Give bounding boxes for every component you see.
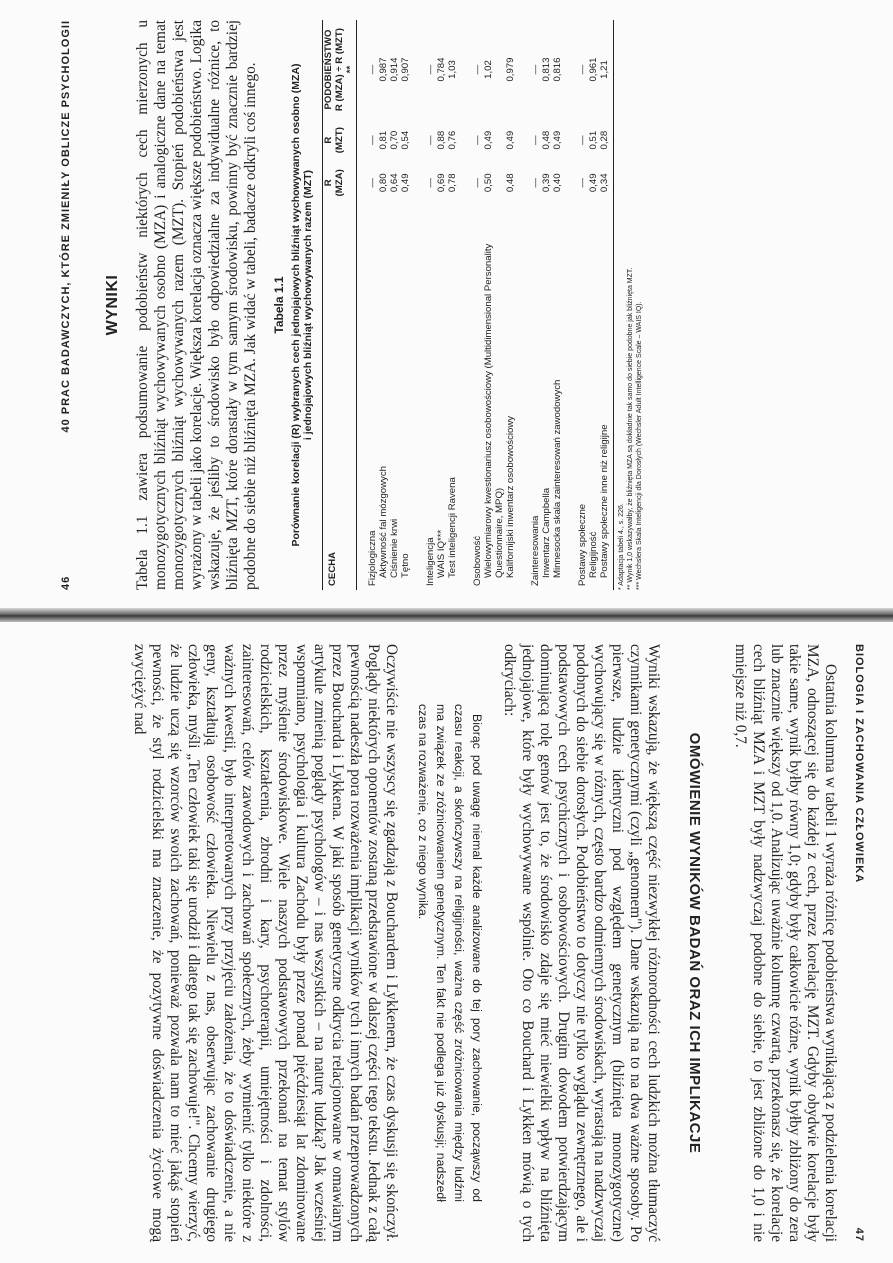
page-number-46: 46 xyxy=(60,575,72,590)
r-mza-cell: 0,40 xyxy=(552,173,563,193)
r-mzt-cell: 0,51 xyxy=(588,130,599,150)
dash-cell: — xyxy=(472,135,483,145)
similarity-cell: 0,961 xyxy=(588,57,599,82)
r-mzt-cell: 0,70 xyxy=(389,130,400,150)
table-row xyxy=(389,20,400,590)
group-label: Inteligencja xyxy=(425,537,436,586)
header-podobienstwo: PODOBIEŃSTWO R (MZA) ÷ R (MZT) ** xyxy=(323,28,356,112)
trait-cell: Wielowymiarowy kwestionariusz osobowościowy (Multidimensional Personality Questionnaire, MPQ) xyxy=(483,243,505,578)
results-paragraph: Tabela 1.1 zawiera podsumowanie podobieństw niektórych cech mierzonych u monozygotycznych bliźniąt wychowywanych osobno (MZA) i analogiczne dane na temat monozygotycznych bliźniąt wychowywanych razem (MZT). Stopień podobieństwa jest wyrażony w tabeli jako korelacje. Większa korelacja oznacza większe podobieństwo. Logika wskazuje, że jeśliby to środowisko było odpowiedzialne za indywidualne różnice, to bliźnięta MZT, które dorastały w tym samym środowisku, powinny być znacznie bardziej podobne do siebie niż bliźnięta MZA. Jak widać w tabeli, badacze odkryli coś innego. xyxy=(134,20,259,590)
table-row xyxy=(588,20,599,590)
r-mza-cell: 0,39 xyxy=(541,173,552,193)
dash-cell: — xyxy=(367,135,378,145)
similarity-cell: 0,979 xyxy=(505,57,516,82)
table-group-row xyxy=(357,20,379,590)
similarity-cell: 0,816 xyxy=(552,57,563,82)
table-row xyxy=(436,20,447,590)
r-mza-cell: 0,50 xyxy=(483,173,494,193)
r-mzt-cell: 0,28 xyxy=(599,130,610,150)
r-mza-cell: 0,78 xyxy=(447,173,458,193)
r-mza-cell: 0,48 xyxy=(505,173,516,193)
table-group-row xyxy=(458,20,483,590)
correlation-table xyxy=(322,20,610,590)
table-row xyxy=(541,20,552,590)
table-title xyxy=(290,20,314,590)
page-46-header xyxy=(60,20,78,590)
page-47-header xyxy=(847,644,865,1242)
table-group-row xyxy=(563,20,588,590)
trait-cell: Aktywność fal mózgowych xyxy=(378,466,389,578)
r-mzt-cell: 0,49 xyxy=(483,130,494,150)
header-cecha: CECHA xyxy=(327,551,338,586)
trait-cell: Tętno xyxy=(400,553,411,578)
table-title-line1: Porównanie korelacji (R) wybranych cech jednojajowych bliźniąt wychowywanych osobno (MZA) xyxy=(290,63,302,547)
table-group-row xyxy=(516,20,541,590)
table-row xyxy=(400,20,411,590)
table-header-row xyxy=(323,20,357,590)
discussion-paragraph-1: Wyniki wskazują, że większą część niezwykłej różnorodności cech ludzkich można tłumaczyć czynnikami genetycznymi (czyli „genomem"). Dane wskazują na to na dwa ważne sposoby. Po pierwsze, ludzie identyczni pod względem genetycznym (bliźnięta monozygotyczne) wychowujący się w różnych, często bardzo odmiennych środowiskach, wyrastają na nadzwyczaj podobnych do siebie dorosłych. Podobieństwo to dotyczy nie tylko wyglądu zewnętrznego, ale i podstawowych cech psychicznych i osobowościowych. Drugim dowodem potwierdzającym dominującą rolę genów jest to, że środowisko zdaje się mieć niewielki wpływ na bliźnięta jednojajowe, które były wychowywane wspólnie. Oto co Bouchard i Lykken mówią o tych odkryciach: xyxy=(501,644,662,1242)
page-number-47: 47 xyxy=(853,1227,865,1242)
header-r-mzt: R (MZT) xyxy=(323,127,345,154)
dash-cell: — xyxy=(472,178,483,188)
similarity-cell: 1,21 xyxy=(599,60,610,79)
r-mza-cell: 0,49 xyxy=(400,173,411,193)
page-46-region xyxy=(0,0,893,608)
dash-cell: — xyxy=(425,178,436,188)
dash-cell: — xyxy=(425,64,436,75)
table-row xyxy=(447,20,458,590)
group-label: Zainteresowania xyxy=(530,515,541,586)
similarity-cell: 1,02 xyxy=(483,60,494,79)
r-mza-cell: 0,49 xyxy=(588,173,599,193)
footnote: * Adaptacja tabeli 4., s. 226. xyxy=(618,503,625,590)
trait-cell: Minnesocka skala zainteresowań zawodowych xyxy=(552,379,563,578)
similarity-cell: 0,907 xyxy=(400,57,411,82)
dash-cell: — xyxy=(530,135,541,145)
table-row xyxy=(483,20,505,590)
dash-cell: — xyxy=(367,64,378,75)
table-row xyxy=(552,20,563,590)
dash-cell: — xyxy=(530,64,541,75)
group-label: Postawy społeczne xyxy=(577,503,588,586)
trait-cell: Postawy społeczne inne niż religijne xyxy=(599,424,610,578)
dash-cell: — xyxy=(530,178,541,188)
r-mzt-cell: 0,49 xyxy=(505,130,516,150)
r-mzt-cell: 0,76 xyxy=(447,130,458,150)
section-title-wyniki: WYNIKI xyxy=(104,274,121,336)
table-row xyxy=(599,20,610,590)
table-title-line2: i jednojajowych bliźniąt wychowywanych razem (MZT) xyxy=(302,169,314,441)
running-head-right: BIOLOGIA I ZACHOWANIA CZŁOWIEKA xyxy=(853,644,865,884)
similarity-cell: 0,914 xyxy=(389,57,400,82)
table-footnotes xyxy=(613,20,644,590)
r-mzt-cell: 0,49 xyxy=(552,130,563,150)
table-row xyxy=(505,20,516,590)
dash-cell: — xyxy=(367,178,378,188)
trait-cell: Inwentarz Campbella xyxy=(541,487,552,578)
r-mzt-cell: 0,81 xyxy=(378,130,389,150)
r-mzt-cell: 0,48 xyxy=(541,130,552,150)
page-46 xyxy=(0,0,893,608)
table-group-row xyxy=(411,20,436,590)
trait-cell: Kalifornijski inwentarz osobowościowy xyxy=(505,415,516,578)
footnote: ** Wynik 1,0 wskazywałby, że bliźnięta MZA są dokładnie tak samo do siebie podobne jak bliźnięta MZT. xyxy=(627,267,634,590)
block-quote: Biorąc pod uwagę niemal każde analizowane do tej pory zachowanie, począwszy od czasu reakcji, a skończywszy na religijności, ważna część zróżnicowania między ludźmi ma związek ze zróżnicowaniem genetycznym. Ten fakt nie podlega już dyskusji; nadszedł czas na rozważenie, co z niego wynika. xyxy=(416,704,484,1202)
trait-cell: Ciśnienie krwi xyxy=(389,518,400,578)
section-title-omowienie: OMÓWIENIE WYNIKÓW BADAŃ ORAZ ICH IMPLIKACJE xyxy=(686,732,703,1154)
group-label: Fizjologiczna xyxy=(367,530,378,586)
similarity-cell: 0,784 xyxy=(436,57,447,82)
intro-paragraph: Ostatnia kolumna w tabeli 1 wyraża różnicę podobieństwa wynikającą z podzielenia korelacji MZA, odnoszącej się do każdej z cech, przez korelację MZT. Gdyby obydwie korelacje były takie same, wynik byłby równy 1,0; gdyby były całkowicie różne, wynik byłby zbliżony do zera lub znacznie większy od 1,0. Analizując uważnie kolumnę czwartą, przekonasz się, że korelacje cech bliźniąt MZA i MZT były nadzwyczaj podobne do siebie, to jest zbliżone do 1,0 i nie mniejsze niż 0,7. xyxy=(732,644,839,1242)
discussion-paragraph-2: Oczywiście nie wszyscy się zgadzają z Bouchardem i Lykkenem, że czas dyskusji się skończył. Poglądy niektórych oponentów zostaną przedstawione w dalszej części tego tekstu. Jednak z całą pewnością nadeszła pora rozważenia implikacji wyników tych i innych badań przeprowadzonych przez Boucharda i Lykkena. W jaki sposób genetyczne odkrycia relacjonowane w omawianym artykule zmienią poglądy psychologów – i nas wszystkich – na naturę ludzką? Jak wcześniej wspomniano, psychologia i kultura Zachodu były przez ponad pięćdziesiąt lat zdominowane przez myślenie środowiskowe. Wiele naszych podstawowych przekonań na temat stylów rodzicielskich, kształcenia, zbrodni i kary, psychoterapii, umiejętności i zdolności, zainteresowań, celów zawodowych i zachowań społecznych, żeby wymienić tylko niektóre z ważnych kwestii, było interpretowanych przy przyjęciu założenia, że to doświadczenie, a nie geny, kształtują osobowość człowieka. Niewielu z nas, obserwując zachowanie drugiego człowieka, myśli „Ten człowiek taki się urodził i dlatego tak się zachowuje!". Chcemy wierzyć, że ludzie uczą się wzorców swoich zachowań, ponieważ pozwala nam to mieć jakąś stopień pewności, że styl rodzicielski ma znaczenie, że pozytywne doświadczenia życiowe mogą zwyciężyć nad xyxy=(131,644,400,1242)
page-47 xyxy=(0,622,893,1263)
trait-cell: Test inteligencji Ravena xyxy=(447,477,458,578)
similarity-cell: 1,03 xyxy=(447,60,458,79)
r-mza-cell: 0,69 xyxy=(436,173,447,193)
trait-cell: Religijność xyxy=(588,531,599,578)
dash-cell: — xyxy=(472,64,483,75)
r-mzt-cell: 0,88 xyxy=(436,130,447,150)
dash-cell: — xyxy=(577,135,588,145)
page-47-region xyxy=(0,622,893,1263)
r-mza-cell: 0,34 xyxy=(599,173,610,193)
footnote: *** Wechslera Skala Inteligencji dla Dorosłych (Wechsler Adult Intelligence Scale – WAIS IQ). xyxy=(636,301,643,590)
table-row xyxy=(378,20,389,590)
dash-cell: — xyxy=(425,135,436,145)
table-body xyxy=(357,20,611,590)
r-mzt-cell: 0,54 xyxy=(400,130,411,150)
book-binding xyxy=(0,608,893,622)
table-caption: Tabela 1.1 xyxy=(272,276,286,334)
similarity-cell: 0,987 xyxy=(378,57,389,82)
header-r-mza: R (MZA) xyxy=(323,169,345,197)
running-head-left: 40 PRAC BADAWCZYCH, KTÓRE ZMIENIŁY OBLICZE PSYCHOLOGII xyxy=(60,20,72,433)
dash-cell: — xyxy=(577,64,588,75)
similarity-cell: 0,813 xyxy=(541,57,552,82)
r-mza-cell: 0,80 xyxy=(378,173,389,193)
r-mza-cell: 0,64 xyxy=(389,173,400,193)
trait-cell: WAIS IQ*** xyxy=(436,529,447,578)
dash-cell: — xyxy=(577,178,588,188)
group-label: Osobowość xyxy=(472,535,483,586)
